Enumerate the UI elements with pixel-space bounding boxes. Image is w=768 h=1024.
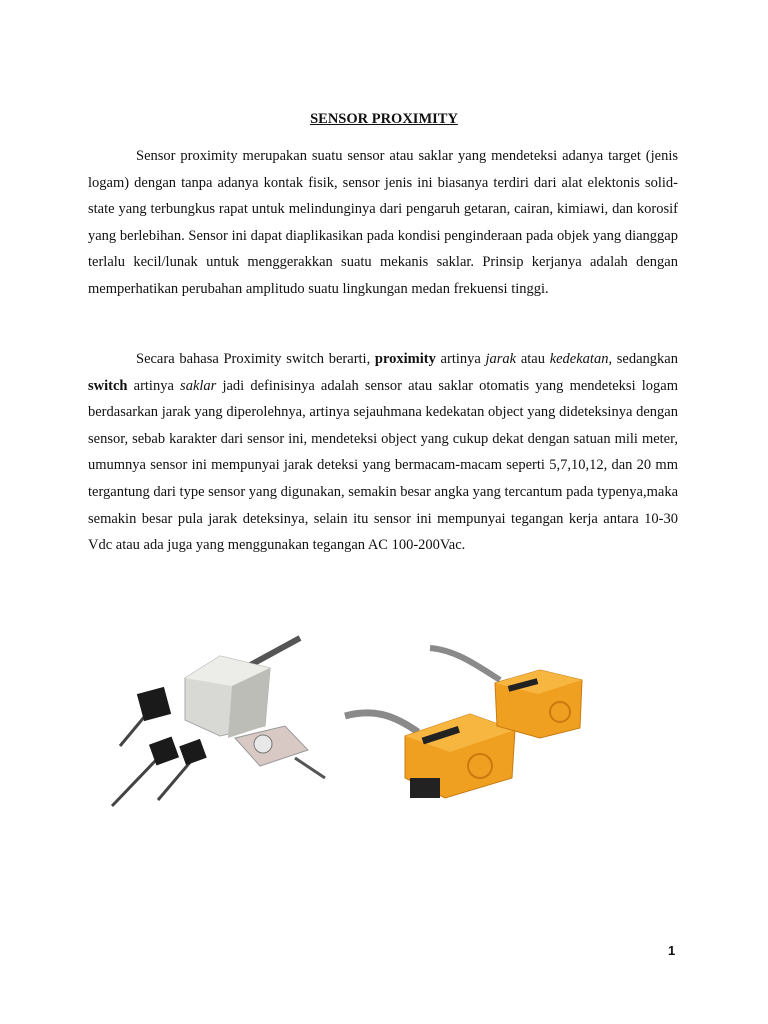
- small-black-sensor-1: [120, 687, 171, 746]
- p2-italic-kedekatan: kedekatan: [549, 351, 609, 367]
- p2-seg3: atau: [516, 351, 550, 367]
- orange-sensor-large: [345, 713, 515, 798]
- p2-seg4: , sedangkan: [608, 351, 678, 367]
- page-title: SENSOR PROXIMITY: [310, 111, 458, 127]
- gray-box-sensor: [185, 638, 300, 738]
- proximity-sensors-photo: [100, 628, 600, 808]
- p2-italic-saklar: saklar: [180, 377, 217, 394]
- paragraph-1-text: Sensor proximity merupakan suatu sensor atau saklar yang mendeteksi adanya target (jenis logam) dengan tanpa adanya kontak fisik, sensor jenis ini biasanya terdiri dari alat elektonis solid-state yang terbungkus rapat untuk melindunginya dari pengaruh getaran, cairan, kimiawi, dan korosif yang berlebihan. Sensor ini dapat diaplikasikan pada kondisi penginderaan pada objek yang dianggap terlalu kecil/lunak untuk menggerakkan suatu mekanis saklar. Prinsip kerjanya adalah dengan memperhatikan perubahan amplitudo suatu lingkungan medan frekuensi tinggi.: [88, 148, 678, 297]
- p2-bold-proximity: proximity: [374, 351, 436, 367]
- page-number: 1: [668, 943, 676, 958]
- p2-italic-jarak: jarak: [485, 351, 517, 367]
- p2-seg6: jadi definisinya adalah sensor atau saklar otomatis yang mendeteksi logam berdasarkan jarak yang diperolehnya, artinya sejauhmana kedekatan object yang dideteksinya dengan sensor, sebab karakter dari sensor ini, mendeteksi object yang cukup dekat dengan satuan mili meter, umumnya sensor ini mempunyai jarak deteksi yang bermacam-macam seperti 5,7,10,12, dan 20 mm tergantung dari type sensor yang digunakan, semakin besar angka yang tercantum pada typenya,maka semakin besar pula jarak deteksinya, selain itu sensor ini mempunyai tegangan kerja antara 10-30 Vdc atau ada juga yang menggunakan tegangan AC 100-200Vac.: [88, 377, 679, 554]
- paragraph-etymology: [88, 346, 678, 559]
- p2-seg2: artinya: [435, 351, 486, 367]
- small-black-sensor-2: [112, 737, 179, 806]
- paragraph-definition: [88, 143, 678, 303]
- p2-seg5: artinya: [127, 377, 181, 394]
- p2-bold-switch: switch: [88, 377, 128, 394]
- p2-seg1: Secara bahasa Proximity switch berarti,: [136, 351, 375, 367]
- metal-flat-sensor: [235, 726, 325, 778]
